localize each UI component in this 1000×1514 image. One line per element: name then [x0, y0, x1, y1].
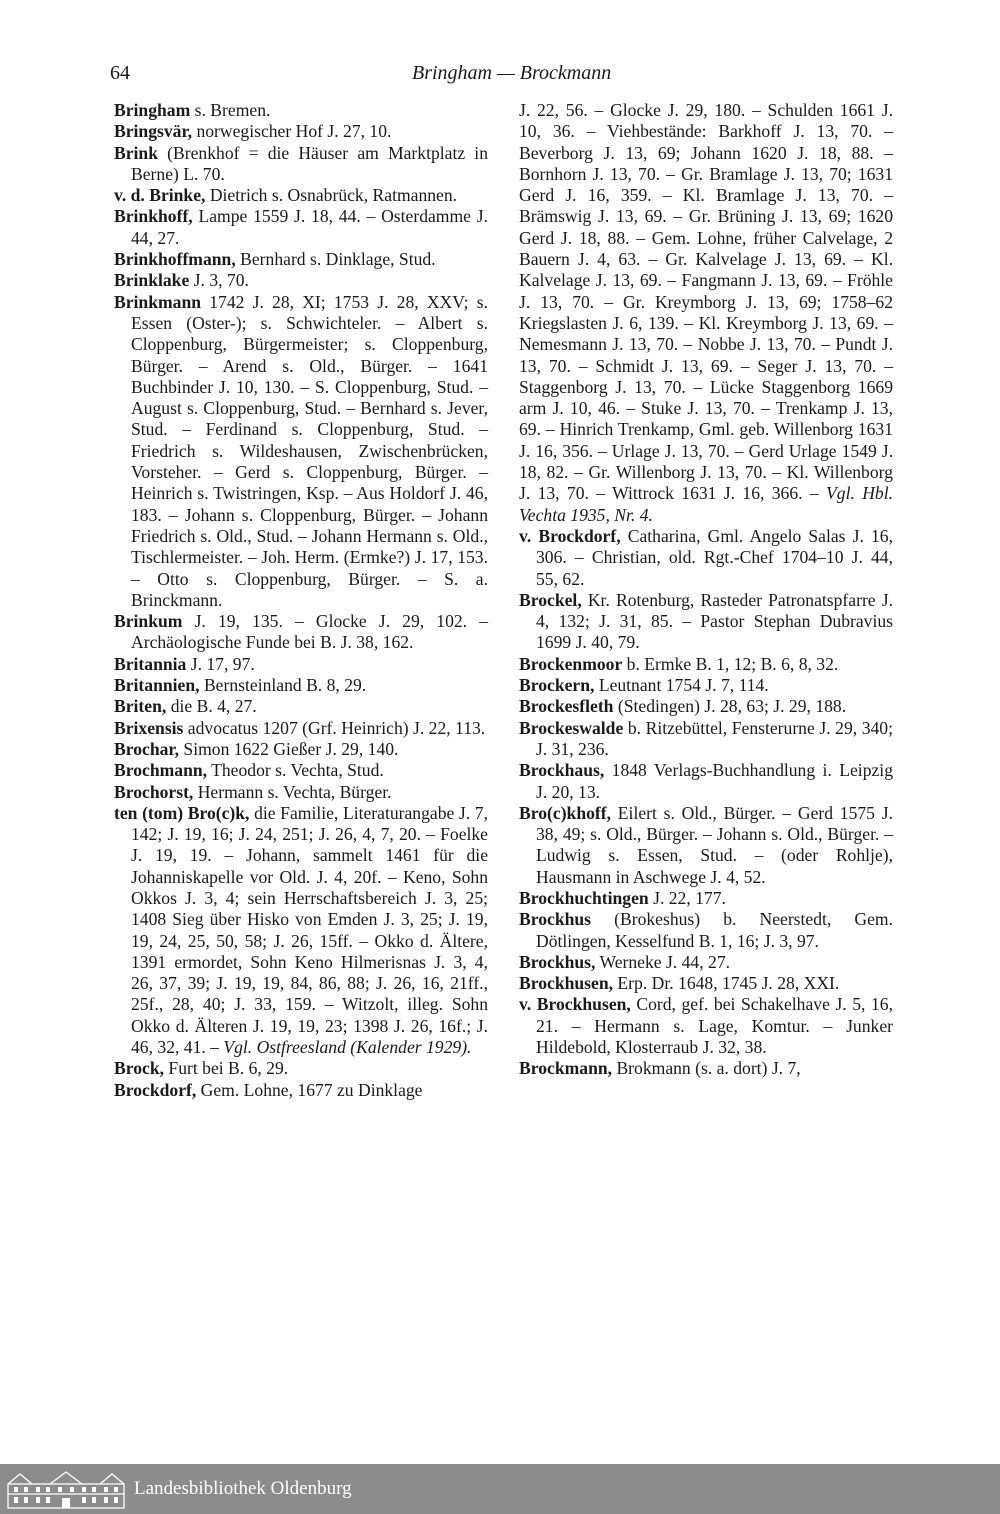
entry-text: (Brokeshus) b. Neerstedt, Gem. Dötlingen, Kesselfund B. 1, 16; J. 3, 97.: [536, 909, 893, 951]
entry-headword: Brinkhoffmann,: [114, 249, 236, 270]
index-entry: [519, 973, 893, 994]
index-entry: [114, 1058, 488, 1079]
entry-text: Catharina, Gml. Angelo Salas J. 16, 306. – Christian, old. Rgt.-Chef 1704–10 J. 44, 55, 62.: [536, 525, 893, 589]
entry-headword: Brockhus: [519, 909, 592, 930]
entry-headword: Brockern,: [519, 675, 595, 696]
index-entry: [114, 675, 488, 696]
entry-headword: Brockmann,: [519, 1058, 613, 1079]
entry-text: 1848 Verlags-Buchhandlung i. Leipzig J. 20, 13.: [536, 760, 893, 802]
entry-headword: Britannien,: [114, 675, 200, 696]
entry-text: Dietrich s. Osnabrück, Ratmannen.: [205, 185, 458, 206]
entry-text: J. 17, 97.: [186, 653, 255, 674]
entry-headword: Brink: [114, 142, 159, 163]
entry-headword: Brinkum: [114, 611, 183, 632]
index-entry: [114, 803, 488, 1059]
index-entry: [114, 718, 488, 739]
index-entry: [519, 718, 893, 761]
index-entry: [114, 185, 488, 206]
entry-headword: Brochar,: [114, 738, 180, 759]
running-head: Bringham — Brockmann: [412, 62, 612, 84]
entry-text: Simon 1622 Gießer J. 29, 140.: [179, 738, 399, 759]
entry-text: Furt bei B. 6, 29.: [164, 1058, 289, 1079]
entry-headword: v. Brockhusen,: [519, 994, 631, 1015]
entry-headword: Brochorst,: [114, 781, 194, 802]
entry-text: Erp. Dr. 1648, 1745 J. 28, XXI.: [613, 973, 840, 994]
entry-text: Leutnant 1754 J. 7, 114.: [594, 675, 769, 696]
entry-headword: Britannia: [114, 653, 187, 674]
entry-headword: Brockesfleth: [519, 696, 614, 717]
index-entry: [114, 782, 488, 803]
index-entry: [519, 888, 893, 909]
index-entry: [114, 292, 488, 611]
index-entry: [114, 760, 488, 781]
entry-text: die B. 4, 27.: [166, 696, 257, 717]
index-entry: [519, 760, 893, 803]
index-entry: [519, 590, 893, 654]
index-entry: [114, 696, 488, 717]
index-entry: [114, 100, 488, 121]
index-entry: [114, 1080, 488, 1101]
entry-headword: Brinkmann: [114, 291, 202, 312]
entry-headword: Brockhusen,: [519, 973, 614, 994]
index-entry: [519, 675, 893, 696]
entry-text: 1742 J. 28, XI; 1753 J. 28, XXV; s. Essen (Oster-); s. Schwichteler. – Albert s. Cloppenburg, Bürgermeister; s. Cloppenburg, Bürger. – Arend s. Old., Bürger. – 1641 Buchbinder J. 10, 130. – S. Cloppenburg, Stud. – August s. Cloppenburg, Stud. – Bernhard s. Jever, Stud. – Ferdinand s. Cloppenburg, Stud. – Friedrich s. Wildeshausen, Zwischenbrücken, Vorsteher. – Gerd s. Cloppenburg, Bürger. – Heinrich s. Twistringen, Ksp. – Aus Holdorf J. 46, 183. – Johann s. Cloppenburg, Bürger. – Johann Friedrich s. Old., Stud. – Johann Hermann s. Old., Tischlermeister. – Joh. Herm. (Ermke?) J. 17, 153. – Otto s. Cloppenburg, Bürger. – S. a. Brinckmann.: [131, 291, 488, 610]
entry-headword: Bringsvär,: [114, 121, 193, 142]
index-entry: [519, 654, 893, 675]
left-column: [114, 100, 488, 1101]
index-entry: [114, 206, 488, 249]
index-entry: [114, 611, 488, 654]
entry-headword: Brinkhoff,: [114, 206, 193, 227]
index-entry: [519, 909, 893, 952]
entry-headword: Brixensis: [114, 717, 184, 738]
entry-text: Cord, gef. bei Schakelhave J. 5, 16, 21. – Hermann s. Lage, Komtur. – Junker Hildebold, Klosterraub J. 32, 38.: [536, 994, 893, 1058]
continuation-entry: J. 22, 56. – Glocke J. 29, 180. – Schulden 1661 J. 10, 36. – Viehbestände: Barkhoff J. 13, 70. – Beverborg J. 13, 69; Johann 1620 J. 18, 88. – Bornhorn J. 13, 70. – Gr. Bramlage J. 13, 70; 1631 Gerd J. 16, 359. – Kl. Bramlage J. 13, 70. – Brämswig J. 13, 69. – Gr. Brüning J. 13, 69; 1620 Gerd J. 18, 88. – Gem. Lohne, früher Calvelage, 2 Bauern J. 4, 63. – Gr. Kalvelage J. 13, 69. – Kl. Kalvelage J. 13, 69. – Fangmann J. 13, 69. – Fröhle J. 13, 70. – Gr. Kreymborg J. 13, 69; 1758–62 Kriegslasten J. 6, 139. – Kl. Kreymborg J. 13, 69. – Nemesmann J. 13, 70. – Nobbe J. 13, 70. – Pundt J. 13, 70. – Schmidt J. 13, 69. – Seger J. 13, 70. – Staggenborg J. 13, 70. – Lücke Staggenborg 1669 arm J. 10, 46. – Stuke J. 13, 70. – Trenkamp J. 13, 69. – Hinrich Trenkamp, Gml. geb. Willenborg 1631 J. 16, 356. – Urlage J. 13, 70. – Gerd Urlage 1549 J. 18, 82. – Gr. Willenborg J. 13, 70. – Kl. Willenborg J. 13, 70. – Wittrock 1631 J. 16, 366. – Vgl. Hbl. Vechta 1935, Nr. 4.: [519, 100, 893, 525]
entry-text: Kr. Rotenburg, Rasteder Patronatspfarre J. 4, 132; J. 31, 85. – Pastor Stephan Dubravius 1699 J. 40, 79.: [536, 589, 893, 653]
entry-text: Lampe 1559 J. 18, 44. – Osterdamme J. 44, 27.: [131, 206, 488, 248]
entry-text: Werneke J. 44, 27.: [595, 951, 731, 972]
entry-headword: Brockel,: [519, 589, 582, 610]
entry-text: die Familie, Literaturangabe J. 7, 142; J. 19, 16; J. 24, 251; J. 26, 4, 7, 20. – Foelke J. 19, 19. – Johann, sammelt 1461 für die Johanniskapelle vor Old. J. 4, 20f. – Keno, Sohn Okkos J. 3, 4; sein Herrschaftsbereich J. 3, 25; 1408 Sieg über Hisko von Emden J. 3, 25; J. 19, 19, 24, 25, 50, 58; J. 26, 15ff. – Okko d. Ältere, 1391 ermordet, Sohn Keno Hilmerisnas J. 3, 4, 26, 37, 39; J. 19, 19, 84, 86, 88; J. 26, 16, 21ff., 25f., 28, 40; J. 33, 159. – Witzolt, illeg. Sohn Okko d. Älteren J. 19, 19, 23; 1398 J. 26, 16f.; J. 46, 32, 41. –: [131, 802, 488, 1058]
page-number: 64: [110, 62, 130, 84]
index-entry: [114, 739, 488, 760]
right-column: [519, 100, 893, 1080]
entry-headword: Bringham: [114, 100, 191, 120]
entry-text: J. 3, 70.: [189, 270, 249, 291]
index-entry: [114, 249, 488, 270]
entry-text: Theodor s. Vechta, Stud.: [207, 760, 384, 781]
entry-headword: Brock,: [114, 1058, 165, 1079]
index-entry: [519, 803, 893, 888]
entry-text: s. Bremen.: [190, 100, 271, 120]
entry-headword: Brockdorf,: [114, 1079, 197, 1100]
entry-headword: Brockeswalde: [519, 717, 624, 738]
entry-headword: Briten,: [114, 696, 167, 717]
index-entry: [519, 952, 893, 973]
entry-text: b. Ermke B. 1, 12; B. 6, 8, 32.: [622, 653, 839, 674]
entry-text: norwegischer Hof J. 27, 10.: [192, 121, 392, 142]
entry-text: Bernhard s. Dinklage, Stud.: [235, 249, 436, 270]
entry-headword: Brochmann,: [114, 760, 208, 781]
index-entry: [519, 994, 893, 1058]
entry-headword: v. Brockdorf,: [519, 525, 621, 546]
index-entry: [114, 143, 488, 186]
entry-text: b. Ritzebüttel, Fensterurne J. 29, 340; J. 31, 236.: [536, 717, 893, 759]
index-entry: [114, 121, 488, 142]
index-entry: [114, 654, 488, 675]
entry-headword: Bro(c)khoff,: [519, 802, 612, 823]
index-entry: [114, 270, 488, 291]
footer-bar: [0, 1464, 1000, 1514]
index-entry: [519, 696, 893, 717]
entry-reference: Vgl. Ostfreesland (Kalender 1929).: [223, 1037, 472, 1058]
entry-headword: v. d. Brinke,: [114, 185, 206, 206]
entry-headword: Brockhuchtingen: [519, 887, 649, 908]
entry-headword: Brockhaus,: [519, 760, 605, 781]
library-building-icon: [6, 1470, 126, 1510]
entry-text: Bernsteinland B. 8, 29.: [199, 675, 367, 696]
entry-text: advocatus 1207 (Grf. Heinrich) J. 22, 113.: [183, 717, 486, 738]
entry-text: Gem. Lohne, 1677 zu Dinklage: [196, 1079, 423, 1100]
entry-text: (Stedingen) J. 28, 63; J. 29, 188.: [613, 696, 847, 717]
entry-text: Eilert s. Old., Bürger. – Gerd 1575 J. 38, 49; s. Old., Bürger. – Johann s. Old., Bürger. – Ludwig s. Essen, Stud. – (oder Rohlje), Hausmann in Aschwege J. 4, 52.: [536, 802, 893, 887]
entry-text: (Brenkhof = die Häuser am Marktplatz in Berne) L. 70.: [131, 142, 488, 184]
entry-headword: Brinklake: [114, 270, 190, 291]
index-entry: [519, 1058, 893, 1079]
entry-text: Brokmann (s. a. dort) J. 7,: [612, 1058, 801, 1079]
entry-headword: Brockhus,: [519, 951, 596, 972]
entry-text: Hermann s. Vechta, Bürger.: [193, 781, 392, 802]
entry-text: J. 22, 177.: [648, 887, 726, 908]
entry-headword: ten (tom) Bro(c)k,: [114, 802, 250, 823]
entry-headword: Brockenmoor: [519, 653, 623, 674]
entry-text: J. 19, 135. – Glocke J. 29, 102. – Archäologische Funde bei B. J. 38, 162.: [131, 611, 488, 653]
footer-label: Landesbibliothek Oldenburg: [134, 1478, 352, 1499]
index-entry: [519, 526, 893, 590]
